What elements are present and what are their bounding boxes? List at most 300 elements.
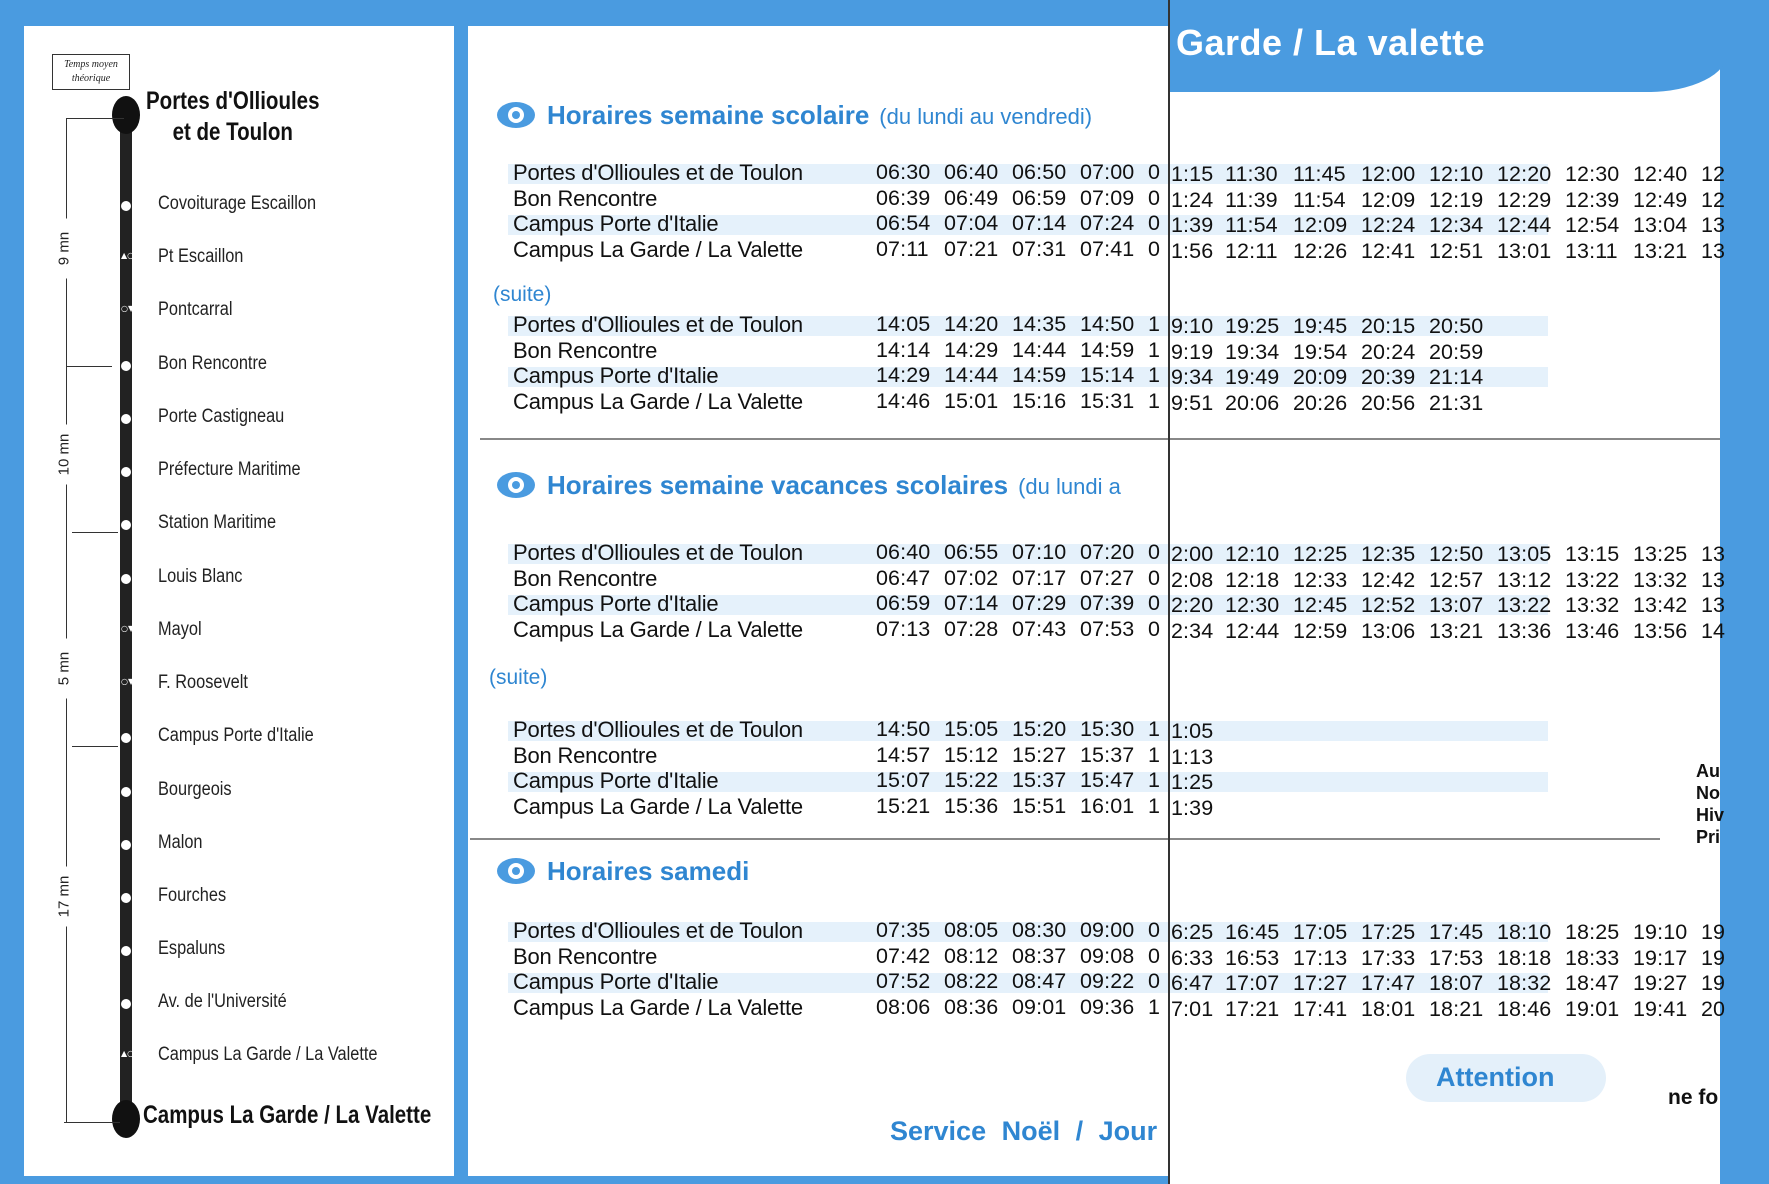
time-cell: 1 [1148,312,1161,336]
stop-name-cell: Portes d'Ollioules et de Toulon [513,918,803,943]
time-cell: 07:52 [876,969,931,993]
time-cell: 13:21 [1633,238,1688,263]
stop-dot [121,467,131,477]
time-cell: 19:34 [1225,339,1280,364]
times-right [1171,213,1769,238]
section-subtitle: (du lundi a [1018,474,1121,499]
time-cell: 12:19 [1429,187,1484,212]
time-cell: 19:25 [1225,314,1280,338]
time-cell: 12:09 [1361,187,1416,212]
times-right [1171,162,1769,187]
time-cell: 18:01 [1361,996,1416,1021]
times-left [876,389,1160,414]
time-cell: 1 [1148,717,1161,741]
times-right [1171,997,1769,1022]
time-cell: 07:20 [1080,540,1135,564]
time-cell: 07:11 [876,236,929,261]
cut-off-edge-text: Hiv [1696,805,1725,825]
time-cell: 06:59 [1012,185,1067,210]
time-cell: 0 [1148,236,1161,261]
times-right [1171,719,1225,744]
times-right [1171,391,1497,416]
time-cell: 17:13 [1293,945,1348,970]
stop-label: Bourgeois [158,779,232,800]
time-cell: 07:14 [1012,211,1067,235]
down-arrow-icon: ○▼ [121,304,135,313]
times-left [876,944,1160,969]
time-cell: 08:05 [944,918,999,942]
time-cell: 07:10 [1012,540,1067,564]
time-cell: 18:25 [1565,920,1620,944]
time-cell: 13:42 [1633,593,1688,617]
time-cell: 12:57 [1429,567,1484,592]
cut-off-edge-text: No [1696,783,1720,803]
time-cell: 12:34 [1429,213,1484,237]
time-cell: 06:59 [876,591,931,615]
time-cell: 07:17 [1012,565,1067,590]
time-cell: 18:10 [1497,920,1552,944]
time-cell: 12:44 [1497,213,1552,237]
time-cell: 14:59 [1012,363,1067,387]
fold-line [1168,0,1170,1184]
time-cell: 16:01 [1080,793,1135,818]
time-cell: 1 [1148,994,1161,1019]
time-cell: 16:53 [1225,945,1280,970]
time-cell: 2:20 [1171,593,1214,617]
time-cell: 6:47 [1171,971,1214,995]
time-cell: 1:25 [1171,770,1214,794]
time-cell: 09:01 [1012,994,1067,1019]
time-cell: 12:45 [1293,593,1348,617]
time-cell: 07:00 [1080,160,1135,184]
time-cell: 14:29 [944,337,999,362]
time-cell: 0 [1148,591,1161,615]
time-cell: 13:32 [1565,593,1620,617]
time-tick [66,366,112,367]
times-right [1171,314,1497,339]
time-cell: 13 [1701,213,1726,237]
time-cell: 19:10 [1633,920,1688,944]
time-cell: 15:30 [1080,717,1135,741]
time-cell: 17:45 [1429,920,1484,944]
time-cell: 17:07 [1225,971,1280,995]
time-cell: 13:04 [1633,213,1688,237]
time-cell: 18:46 [1497,996,1552,1021]
stop-name-cell: Campus La Garde / La Valette [513,388,803,414]
time-cell: 17:53 [1429,945,1484,970]
cut-off-edge-text: Pri [1696,827,1721,847]
eye-icon [497,472,535,498]
up-arrow-icon: ▲○ [121,1049,135,1058]
cut-off-text: ne fo [1668,1086,1719,1109]
stop-label: Louis Blanc [158,566,243,587]
time-cell: 13:32 [1633,567,1688,592]
stop-name-cell: Campus La Garde / La Valette [513,994,803,1020]
time-cell: 07:28 [944,616,999,641]
stop-name-cell: Campus Porte d'Italie [513,211,719,236]
time-cell: 09:08 [1080,943,1135,968]
times-left [876,363,1160,388]
times-right [1171,593,1769,618]
time-cell: 12 [1701,187,1726,212]
time-cell: 06:40 [876,540,931,564]
time-cell: 08:47 [1012,969,1067,993]
times-left [876,717,1160,742]
time-cell: 18:33 [1565,945,1620,970]
time-cell: 07:14 [944,591,999,615]
time-cell: 1:13 [1171,744,1214,769]
time-cell: 07:13 [876,616,931,641]
time-cell: 06:54 [876,211,931,235]
down-arrow-icon: ○▼ [121,624,135,633]
time-cell: 19:17 [1633,945,1688,970]
stop-dot [121,574,131,584]
time-cell: 13 [1701,542,1726,566]
stop-label: Station Maritime [158,512,277,533]
average-time-box: Temps moyen théorique [52,54,130,90]
up-arrow-icon: ▲○ [121,251,135,260]
eye-icon [497,102,535,128]
time-cell: 12:54 [1565,213,1620,237]
time-cell: 13:22 [1565,567,1620,592]
time-cell: 12:30 [1225,593,1280,617]
time-cell: 17:33 [1361,945,1416,970]
time-tick [72,532,118,533]
time-cell: 14:59 [1080,337,1135,362]
time-cell: 0 [1148,943,1161,968]
time-cell: 0 [1148,185,1161,210]
time-cell: 08:12 [944,943,999,968]
time-cell: 1 [1148,337,1161,362]
time-cell: 1:05 [1171,719,1214,743]
stop-label: Covoiturage Escaillon [158,193,317,214]
time-cell: 17:47 [1361,971,1416,995]
times-right [1171,239,1769,264]
time-cell: 12:49 [1633,187,1688,212]
time-cell: 12:39 [1565,187,1620,212]
service-label: Service Noël / Jour [890,1116,1158,1146]
time-cell: 14:35 [1012,312,1067,336]
stop-name-cell: Campus La Garde / La Valette [513,616,803,642]
time-cell: 1 [1148,363,1161,387]
time-cell: 09:22 [1080,969,1135,993]
times-left [876,540,1160,565]
time-cell: 12:10 [1225,542,1280,566]
times-left [876,591,1160,616]
time-cell: 19:27 [1633,971,1688,995]
time-cell: 19:54 [1293,339,1348,364]
time-cell: 19 [1701,971,1726,995]
time-cell: 12:33 [1293,567,1348,592]
time-cell: 18:21 [1429,996,1484,1021]
times-left [876,338,1160,363]
time-cell: 0 [1148,565,1161,590]
stop-name-cell: Bon Rencontre [513,943,658,969]
time-cell: 07:27 [1080,565,1135,590]
time-cell: 09:36 [1080,994,1135,1019]
suite-label: (suite) [489,666,548,689]
time-cell: 2:08 [1171,567,1214,592]
time-cell: 2:00 [1171,542,1214,566]
stop-name-cell: Campus Porte d'Italie [513,363,719,388]
time-cell: 20 [1701,996,1726,1021]
time-cell: 20:06 [1225,390,1280,415]
time-cell: 6:25 [1171,920,1214,944]
times-right [1171,365,1497,390]
time-cell: 07:24 [1080,211,1135,235]
time-cell: 15:51 [1012,793,1067,818]
time-cell: 15:21 [876,793,931,818]
time-cell: 0 [1148,616,1161,641]
stop-dot [121,733,131,743]
time-cell: 18:47 [1565,971,1620,995]
stop-name-cell: Bon Rencontre [513,565,658,591]
time-cell: 15:05 [944,717,999,741]
times-left [876,743,1160,768]
time-cell: 0 [1148,540,1161,564]
time-cell: 13:22 [1497,593,1552,617]
time-cell: 11:39 [1225,187,1278,212]
time-cell: 11:54 [1293,187,1346,212]
time-cell: 19:45 [1293,314,1348,338]
stop-name-cell: Campus Porte d'Italie [513,969,719,994]
time-cell: 13:56 [1633,618,1688,643]
duration-label: 10 mn [56,425,73,485]
stop-label: Mayol [158,619,202,640]
time-cell: 07:35 [876,918,931,942]
time-cell: 07:29 [1012,591,1067,615]
stop-name-cell: Campus Porte d'Italie [513,768,719,793]
duration-label: 9 mn [56,219,73,279]
terminus-end-label: Campus La Garde / La Valette [143,1101,432,1129]
time-cell: 13:12 [1497,567,1552,592]
time-cell: 12:25 [1293,542,1348,566]
stop-name-cell: Portes d'Ollioules et de Toulon [513,540,803,565]
time-cell: 14:05 [876,312,931,336]
time-cell: 17:41 [1293,996,1348,1021]
times-right [1171,568,1769,593]
time-cell: 9:34 [1171,365,1214,389]
time-cell: 12:35 [1361,542,1416,566]
time-cell: 9:10 [1171,314,1214,338]
time-cell: 06:39 [876,185,931,210]
times-right [1171,340,1497,365]
time-cell: 12:29 [1497,187,1552,212]
section-head-scolaire [497,98,1092,131]
time-cell: 12:20 [1497,162,1552,186]
time-cell: 15:36 [944,793,999,818]
time-cell: 15:47 [1080,768,1135,792]
times-right [1171,770,1225,795]
time-cell: 12:41 [1361,238,1416,263]
time-cell: 06:55 [944,540,999,564]
time-cell: 07:31 [1012,236,1067,261]
time-cell: 1 [1148,768,1161,792]
stop-label: Porte Castigneau [158,406,285,427]
time-cell: 20:09 [1293,365,1348,389]
time-cell: 13:25 [1633,542,1688,566]
time-cell: 11:30 [1225,162,1278,186]
time-cell: 08:30 [1012,918,1067,942]
time-cell: 07:02 [944,565,999,590]
time-cell: 12:11 [1225,238,1278,263]
time-cell: 15:27 [1012,742,1067,767]
time-cell: 15:14 [1080,363,1135,387]
times-right [1171,619,1769,644]
time-cell: 12:24 [1361,213,1416,237]
time-cell: 07:39 [1080,591,1135,615]
time-cell: 12:30 [1565,162,1620,186]
time-cell: 14:50 [876,717,931,741]
time-cell: 12:26 [1293,238,1348,263]
time-cell: 08:22 [944,969,999,993]
time-cell: 15:01 [944,388,999,413]
eye-icon [497,858,535,884]
stop-dot [121,999,131,1009]
time-cell: 18:07 [1429,971,1484,995]
time-cell: 07:42 [876,943,931,968]
times-left [876,312,1160,337]
time-cell: 17:05 [1293,920,1348,944]
time-cell: 15:37 [1080,742,1135,767]
time-cell: 07:09 [1080,185,1135,210]
terminus-start-line: et de Toulon [172,118,293,146]
time-cell: 1:39 [1171,213,1214,237]
time-cell: 08:37 [1012,943,1067,968]
attention-label: Attention [1436,1062,1555,1092]
time-cell: 15:31 [1080,388,1135,413]
time-cell: 20:15 [1361,314,1416,338]
time-cell: 15:07 [876,768,931,792]
time-cell: 18:18 [1497,945,1552,970]
time-cell: 12:18 [1225,567,1280,592]
suite-label: (suite) [493,283,552,306]
stop-label: Campus La Garde / La Valette [158,1044,378,1065]
time-cell: 9:51 [1171,390,1214,415]
stop-name-cell: Bon Rencontre [513,185,658,211]
section-subtitle: (du lundi au vendredi) [879,104,1093,129]
time-cell: 13 [1701,238,1726,263]
time-cell: 17:25 [1361,920,1416,944]
time-cell: 12:59 [1293,618,1348,643]
times-left [876,160,1160,185]
time-cell: 9:19 [1171,339,1214,364]
stop-dot [121,520,131,530]
time-cell: 08:06 [876,994,931,1019]
time-cell: 0 [1148,918,1161,942]
stop-label: Préfecture Maritime [158,459,301,480]
time-cell: 13:01 [1497,238,1552,263]
section-title: Horaires samedi [547,856,750,886]
time-cell: 18:32 [1497,971,1552,995]
time-cell: 1:39 [1171,795,1214,820]
time-tick [72,746,118,747]
section-head-samedi [497,854,749,887]
times-left [876,794,1160,819]
time-cell: 0 [1148,211,1161,235]
time-cell: 14 [1701,618,1726,643]
time-cell: 19 [1701,945,1726,970]
terminus-start-dot [112,96,140,134]
time-cell: 14:44 [944,363,999,387]
time-cell: 07:21 [944,236,999,261]
time-cell: 15:22 [944,768,999,792]
section-title: Horaires semaine scolaire [547,100,870,130]
time-cell: 1:56 [1171,238,1214,263]
time-cell: 2:34 [1171,618,1214,643]
time-cell: 12:50 [1429,542,1484,566]
stop-label: Pontcarral [158,299,233,320]
time-cell: 20:56 [1361,390,1416,415]
time-cell: 20:50 [1429,314,1484,338]
time-cell: 12:09 [1293,213,1348,237]
stop-name-cell: Bon Rencontre [513,742,658,768]
time-cell: 6:33 [1171,945,1214,970]
time-cell: 21:31 [1429,390,1484,415]
time-cell: 15:16 [1012,388,1067,413]
times-left [876,211,1160,236]
time-tick [64,1122,120,1123]
time-cell: 17:27 [1293,971,1348,995]
stop-label: Espaluns [158,938,226,959]
time-cell: 06:30 [876,160,931,184]
time-cell: 15:12 [944,742,999,767]
time-cell: 12:44 [1225,618,1280,643]
time-cell: 11:54 [1225,213,1278,237]
time-cell: 16:45 [1225,920,1280,944]
times-left [876,918,1160,943]
time-cell: 13 [1701,593,1726,617]
section-head-vacances [497,468,1121,501]
time-cell: 19:41 [1633,996,1688,1021]
stop-label: Pt Escaillon [158,246,244,267]
time-cell: 13 [1701,567,1726,592]
stop-dot [121,361,131,371]
terminus-start-line: Portes d'Ollioules [146,87,320,115]
time-cell: 0 [1148,160,1161,184]
time-cell: 12:40 [1633,162,1688,186]
stop-dot [121,414,131,424]
times-right [1171,971,1769,996]
stop-name-cell: Portes d'Ollioules et de Toulon [513,312,803,337]
time-cell: 06:47 [876,565,931,590]
terminus-start-label [146,86,319,148]
stop-label: Bon Rencontre [158,353,268,374]
time-cell: 20:24 [1361,339,1416,364]
stop-label: Av. de l'Université [158,991,287,1012]
page-title: Garde / La valette [1176,22,1486,63]
time-cell: 0 [1148,969,1161,993]
time-cell: 06:50 [1012,160,1067,184]
stop-name-cell: Campus Porte d'Italie [513,591,719,616]
time-cell: 12:10 [1429,162,1484,186]
times-left [876,969,1160,994]
time-cell: 14:46 [876,388,931,413]
times-right [1171,542,1769,567]
time-cell: 06:40 [944,160,999,184]
stop-name-cell: Campus La Garde / La Valette [513,793,803,819]
time-cell: 20:59 [1429,339,1484,364]
time-cell: 13:36 [1497,618,1552,643]
time-cell: 13:05 [1497,542,1552,566]
time-cell: 11:45 [1293,162,1346,186]
time-cell: 7:01 [1171,996,1214,1021]
down-arrow-icon: ○▼ [121,677,135,686]
times-right [1171,920,1769,945]
time-tick [66,118,124,119]
time-cell: 12:52 [1361,593,1416,617]
time-cell: 12 [1701,162,1726,186]
